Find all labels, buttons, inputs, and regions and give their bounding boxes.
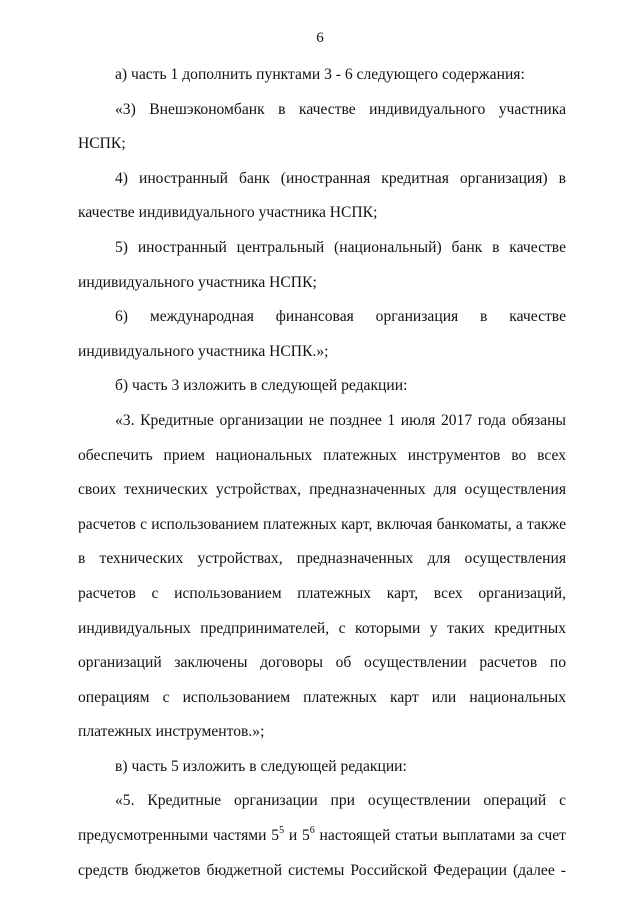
paragraph-item-5: 5) иностранный центральный (национальный) банк в качестве индивидуального участника НСПК; bbox=[78, 238, 566, 291]
paragraph-item-6: 6) международная финансовая организация в качестве индивидуального участника НСПК.»; bbox=[78, 308, 566, 360]
part-5-text-rest: настоящей статьи выплатами за счет средств бюджетов бюджетной системы Российской Федерации (далее - bbox=[78, 827, 566, 879]
page-number: 6 bbox=[316, 30, 324, 46]
superscript-6: 6 bbox=[309, 825, 315, 837]
paragraph-item-4: 4) иностранный банк (иностранная кредитная организация) в качестве индивидуального участника НСПК; bbox=[78, 169, 566, 222]
part-5-text-and: и 5 bbox=[284, 827, 310, 845]
paragraph-part-5 bbox=[78, 784, 566, 888]
paragraph-a-intro: а) часть 1 дополнить пунктами 3 - 6 следующего содержания: bbox=[115, 66, 525, 83]
paragraph-b-intro: б) часть 3 изложить в следующей редакции: bbox=[115, 377, 408, 395]
part-5-text-start: «5. Кредитные организации при осуществлении операций с предусмотренными частями 5 bbox=[78, 792, 566, 845]
paragraph-item-3: «3) Внешэкономбанк в качестве индивидуального участника НСПК; bbox=[78, 100, 566, 153]
document-body bbox=[78, 58, 566, 888]
superscript-5: 5 bbox=[279, 825, 285, 837]
paragraph-v-intro: в) часть 5 изложить в следующей редакции: bbox=[115, 757, 407, 775]
paragraph-part-3: «3. Кредитные организации не позднее 1 июля 2017 года обязаны обеспечить прием национальных платежных инструментов во всех своих технических устройствах, предназначенных для осуществления расчетов с использованием платежных карт, включая банкоматы, а также в технических устройствах, предназначенных для осуществления расчетов с использованием платежных карт, всех организаций, индивидуальных предпринимателей, с которыми у таких кредитных организаций заключены договоры об осуществлении расчетов по операциям с использованием платежных карт или национальных платежных инструментов.»; bbox=[78, 411, 566, 741]
